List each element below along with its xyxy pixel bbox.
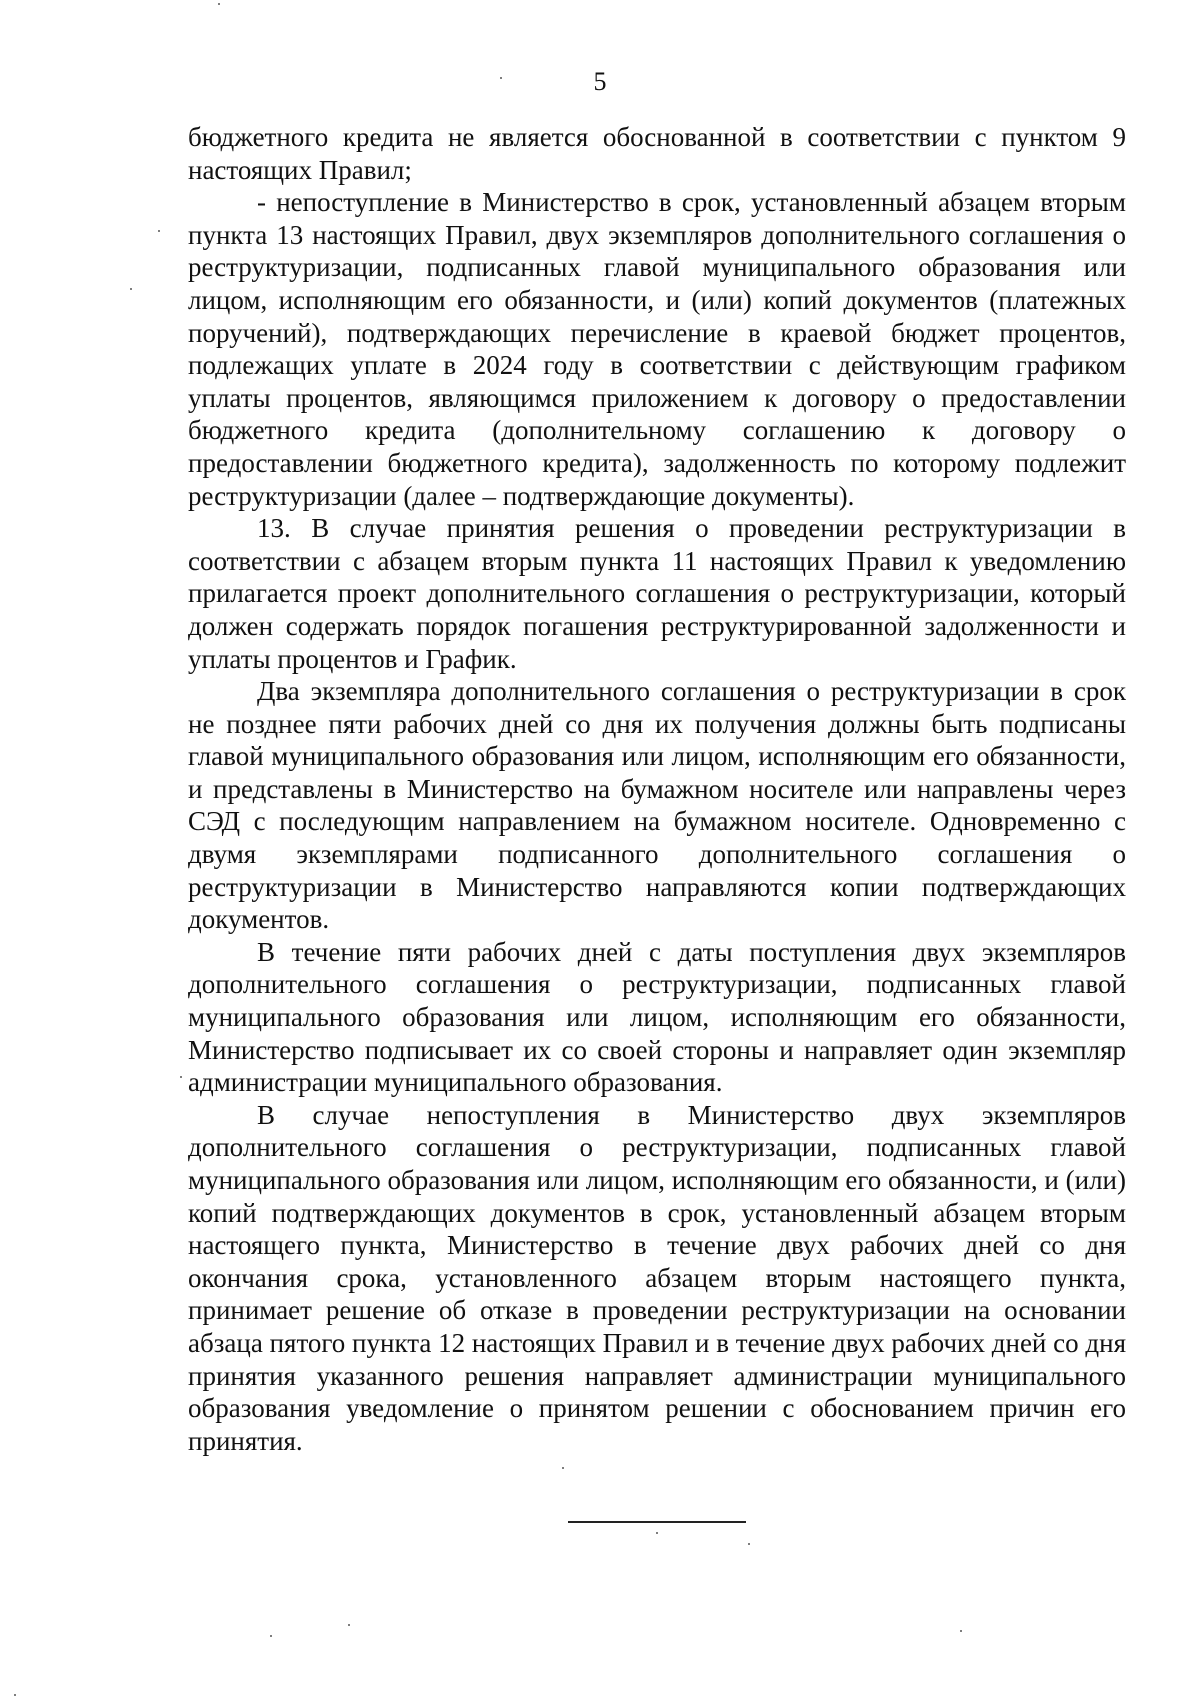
paragraph-continuation: бюджетного кредита не является обоснованной в соответствии с пунктом 9 настоящих Правил; — [188, 122, 1126, 185]
scan-speck — [960, 1630, 962, 1632]
document-body — [188, 121, 1126, 1457]
end-of-text-rule — [568, 1521, 746, 1523]
scan-speck — [500, 77, 502, 79]
paragraph-point-13: 13. В случае принятия решения о проведении реструктуризации в соответствии с абзацем вторым пункта 11 настоящих Правил к уведомлению прилагается проект дополнительного соглашения о реструктуризации, который должен содержать порядок погашения реструктурированной задолженности и уплаты процентов и График. — [188, 513, 1126, 674]
scan-speck — [14, 1694, 16, 1696]
scan-speck — [218, 3, 220, 5]
paragraph-refusal-case: В случае непоступления в Министерство двух экземпляров дополнительного соглашения о реструктуризации, подписанных главой муниципального образования или лицом, исполняющим его обязанности, и (или) копий подтверждающих документов в срок, установленный абзацем вторым настоящего пункта, Министерство в течение двух рабочих дней со дня окончания срока, установленного абзацем вторым настоящего пункта, принимает решение об отказе в проведении реструктуризации на основании абзаца пятого пункта 12 настоящих Правил и в течение двух рабочих дней со дня принятия указанного решения направляет администрации муниципального образования уведомление о принятом решении с обоснованием причин его принятия. — [188, 1099, 1126, 1456]
scan-speck — [180, 1076, 182, 1078]
scan-speck — [656, 1532, 658, 1534]
page-number: 5 — [593, 67, 607, 96]
scan-speck — [130, 288, 132, 290]
scan-speck — [270, 1635, 272, 1637]
paragraph-two-copies: Два экземпляра дополнительного соглашения о реструктуризации в срок не позднее пяти рабочих дней со дня их получения должны быть подписаны главой муниципального образования или лицом, исполняющим его обязанности, и представлены в Министерство на бумажном носителе или направлены через СЭД с последующим направлением на бумажном носителе. Одновременно с двумя экземплярами подписанного дополнительного соглашения о реструктуризации в Министерство направляются копии подтверждающих документов. — [188, 676, 1126, 935]
scan-speck — [748, 1543, 750, 1545]
paragraph-non-receipt-clause: - непоступление в Министерство в срок, установленный абзацем вторым пункта 13 настоящих Правил, двух экземпляров дополнительного соглашения о реструктуризации, подписанных главой муниципального образования или лицом, исполняющим его обязанности, и (или) копий документов (платежных поручений), подтверждающих перечисление в краевой бюджет процентов, подлежащих уплате в 2024 году в соответствии с действующим графиком уплаты процентов, являющимся приложением к договору о предоставлении бюджетного кредита (дополнительному соглашению к договору о предоставлении бюджетного кредита), задолженность по которому подлежит реструктуризации (далее – подтверждающие документы). — [188, 187, 1126, 511]
scan-speck — [562, 1467, 564, 1469]
paragraph-five-working-days: В течение пяти рабочих дней с даты поступления двух экземпляров дополнительного соглашения о реструктуризации, подписанных главой муниципального образования или лицом, исполняющим его обязанности, Министерство подписывает их со своей стороны и направляет один экземпляр администрации муниципального образования. — [188, 936, 1126, 1098]
scan-speck — [158, 230, 160, 232]
scan-speck — [348, 1624, 350, 1626]
